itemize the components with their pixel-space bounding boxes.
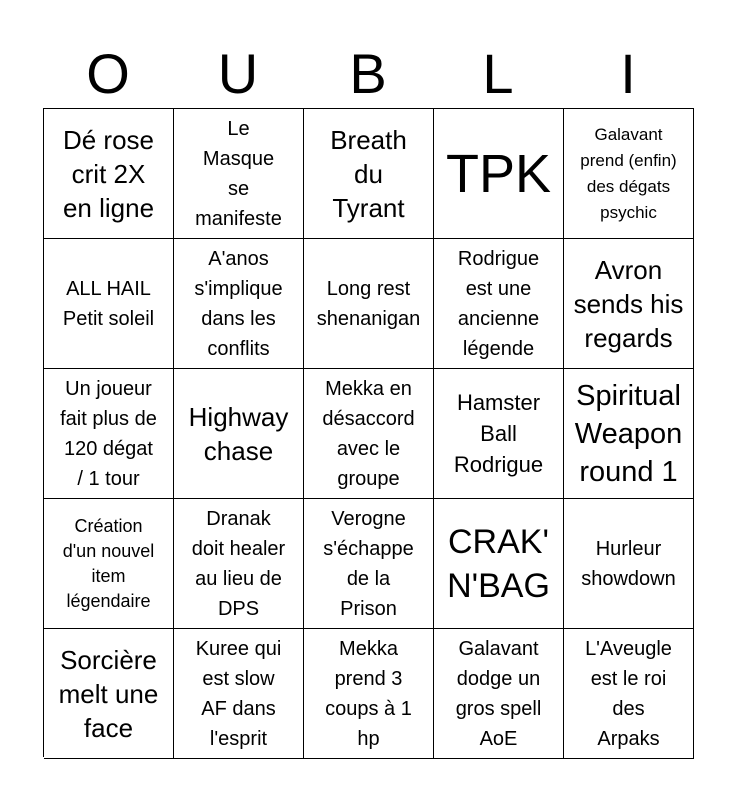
bingo-grid	[43, 108, 694, 757]
bingo-cell-r1-c3[interactable]	[304, 109, 434, 239]
bingo-cell-r2-c1[interactable]	[44, 239, 174, 369]
header-letter-b: B	[349, 42, 387, 105]
cell-text: Sorcière melt une face	[58, 644, 159, 743]
header-letter-l: L	[482, 42, 514, 105]
bingo-cell-r3-c2[interactable]	[174, 369, 304, 499]
bingo-cell-r4-c2[interactable]	[174, 499, 304, 629]
cell-text: Un joueur fait plus de 120 dégat / 1 tour	[60, 377, 157, 490]
cell-text: Mekka en désaccord avec le groupe	[322, 377, 415, 490]
bingo-cell-r5-c3[interactable]	[304, 629, 434, 759]
cell-text: ALL HAIL Petit soleil	[62, 277, 155, 330]
bingo-cell-r1-c1[interactable]	[44, 109, 174, 239]
cell-text: L'Aveugle est le roi des Arpaks	[585, 637, 672, 750]
cell-text: Mekka prend 3 coups à 1 hp	[325, 637, 412, 750]
cell-text: Kuree qui est slow AF dans l'esprit	[195, 637, 282, 750]
cell-text: Hamster Ball Rodrigue	[453, 390, 544, 477]
cell-text: Breath du Tyrant	[330, 124, 407, 223]
cell-text: Hurleur showdown	[581, 537, 676, 590]
cell-text: Création d'un nouvel item légendaire	[62, 515, 155, 611]
bingo-cell-r3-c5[interactable]	[564, 369, 694, 499]
header-letter-o: O	[86, 42, 130, 105]
bingo-cell-r3-c4[interactable]	[434, 369, 564, 499]
bingo-cell-r1-c2[interactable]	[174, 109, 304, 239]
bingo-cell-r4-c1[interactable]	[44, 499, 174, 629]
cell-text: Rodrigue est une ancienne légende	[457, 247, 540, 360]
cell-text: A'anos s'implique dans les conflits	[194, 247, 283, 360]
header-letter-i: I	[620, 42, 636, 105]
cell-text: Long rest shenanigan	[316, 277, 421, 330]
bingo-cell-r2-c4[interactable]	[434, 239, 564, 369]
bingo-cell-r5-c4[interactable]	[434, 629, 564, 759]
bingo-cell-r3-c1[interactable]	[44, 369, 174, 499]
cell-text: Dé rose crit 2X en ligne	[62, 124, 155, 223]
bingo-cell-r1-c5[interactable]	[564, 109, 694, 239]
cell-text: Spiritual Weapon round 1	[574, 379, 683, 488]
bingo-cell-r5-c2[interactable]	[174, 629, 304, 759]
bingo-cell-r2-c2[interactable]	[174, 239, 304, 369]
bingo-cell-r2-c5[interactable]	[564, 239, 694, 369]
cell-text: TPK	[445, 143, 552, 204]
bingo-cell-r5-c5[interactable]	[564, 629, 694, 759]
cell-text: Le Masque se manifeste	[195, 117, 282, 230]
cell-text: Highway chase	[188, 401, 289, 466]
cell-text: Avron sends his regards	[573, 254, 684, 353]
cell-text: Dranak doit healer au lieu de DPS	[191, 507, 286, 620]
bingo-header	[43, 40, 693, 108]
bingo-cell-r4-c5[interactable]	[564, 499, 694, 629]
bingo-cell-r2-c3[interactable]	[304, 239, 434, 369]
header-letter-u: U	[217, 42, 259, 105]
bingo-cell-r4-c3[interactable]	[304, 499, 434, 629]
cell-text: CRAK' N'BAG	[447, 522, 550, 605]
cell-text: Galavant prend (enfin) des dégats psychic	[580, 124, 677, 222]
bingo-cell-r5-c1[interactable]	[44, 629, 174, 759]
bingo-cell-r4-c4[interactable]	[434, 499, 564, 629]
bingo-cell-r3-c3[interactable]	[304, 369, 434, 499]
bingo-cell-r1-c4[interactable]	[434, 109, 564, 239]
cell-text: Verogne s'échappe de la Prison	[323, 507, 414, 620]
cell-text: Galavant dodge un gros spell AoE	[455, 637, 542, 750]
